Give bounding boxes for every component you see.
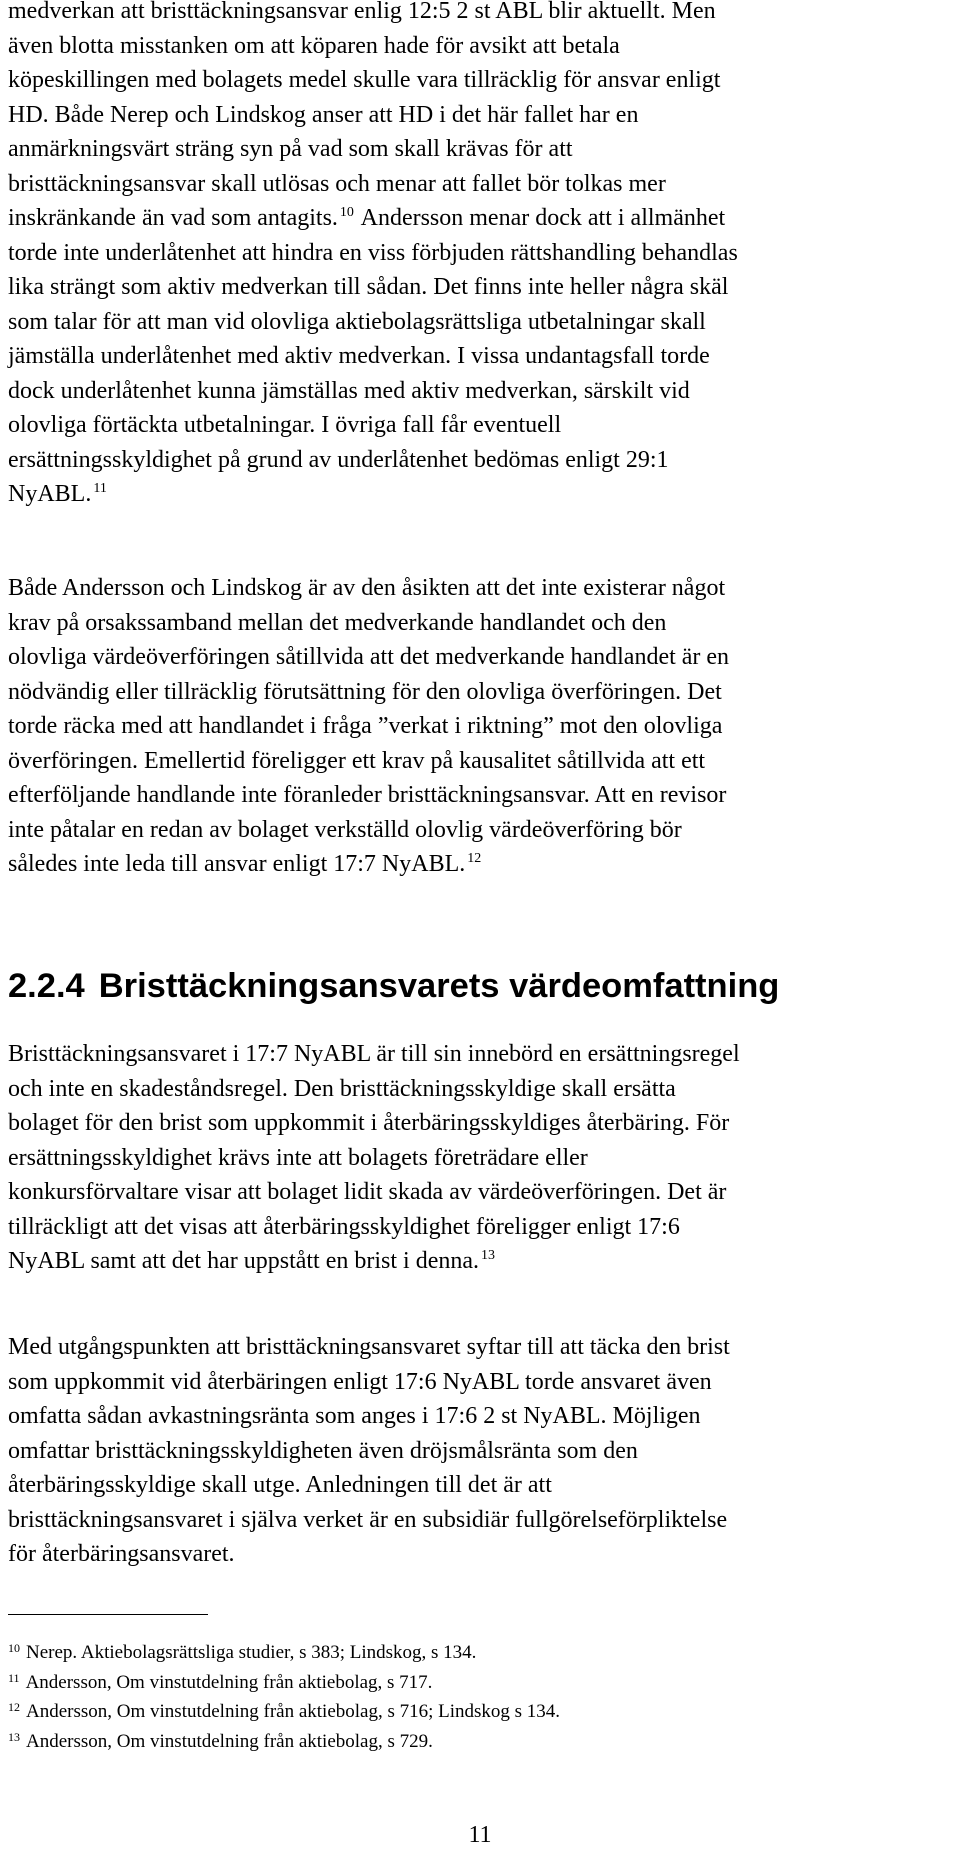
text-line: bolaget för den brist som uppkommit i återbäringsskyldiges återbäring. För [8,1110,730,1136]
text-line: dock underlåtenhet kunna jämställas med aktiv medverkan, särskilt vid [8,377,690,404]
footnote-text: Andersson, Om vinstutdelning från aktiebolag, s 729. [26,1730,433,1752]
text-line: olovliga värdeöverföringen såtillvida att det medverkande handlandet är en [8,644,730,670]
text-line [8,1244,960,1279]
text-segment: inskränkande än vad som antagits. [8,205,338,231]
footnote-reference[interactable]: 13 [481,1248,496,1263]
text-line: jämställa underlåtenhet med aktiv medverkan. I vissa undantagsfall torde [8,343,710,369]
text-segment: NyABL. [8,481,92,507]
text-line: bristtäckningsansvaret i själva verket är en subsidiär fullgörelseförpliktelse [8,1506,728,1533]
footnote-text: Andersson, Om vinstutdelning från aktiebolag, s 717. [25,1671,433,1693]
footnote [8,1727,960,1757]
footnote-number: 11 [8,1670,20,1685]
text-line: inte påtalar en redan av bolaget verkställd olovlig värdeöverföring bör [8,816,682,843]
text-line: HD. Både Nerep och Lindskog anser att HD i det här fallet har en [8,101,639,128]
footnote [8,1697,960,1727]
paragraph-2 [8,571,960,882]
text-line [8,201,960,236]
footnote-text: Nerep. Aktiebolagsrättsliga studier, s 383; Lindskog, s 134. [26,1642,477,1663]
text-line: nödvändig eller tillräcklig förutsättning för den olovliga överföringen. Det [8,678,722,705]
text-line: krav på orsakssamband mellan det medverkande handlandet och den [8,609,667,636]
footnote [8,1668,960,1698]
footnote-text: Andersson, Om vinstutdelning från aktiebolag, s 716; Lindskog s 134. [26,1701,561,1722]
footnote-reference[interactable]: 10 [339,205,354,220]
text-line: köpeskillingen med bolagets medel skulle vara tillräcklig för ansvar enligt [8,67,721,93]
page-number: 11 [468,1822,492,1848]
text-line: bristtäckningsansvar skall utlösas och menar att fallet bör tolkas mer [8,170,666,197]
text-line: ersättningsskyldighet på grund av underlåtenhet bedömas enligt 29:1 [8,446,669,473]
text-line [8,847,960,882]
text-line [8,477,960,512]
section-number: 2.2.4 [8,967,85,1005]
footnotes [8,1638,960,1756]
text-line: och inte en skadeståndsregel. Den bristtäckningsskyldige skall ersätta [8,1075,676,1102]
footnote-reference[interactable]: 12 [467,851,482,866]
footnote [8,1638,960,1668]
text-line: Bristtäckningsansvaret i 17:7 NyABL är till sin innebörd en ersättningsregel [8,1041,740,1067]
text-line: olovliga förtäckta utbetalningar. I övriga fall får eventuell [8,412,562,438]
text-line: tillräckligt att det visas att återbäringsskyldighet föreligger enligt 17:6 [8,1213,680,1240]
text-line: torde räcka med att handlandet i fråga ”verkat i riktning” mot den olovliga [8,713,723,739]
text-line: ersättningsskyldighet krävs inte att bolagets företrädare eller [8,1144,588,1171]
text-line: Både Andersson och Lindskog är av den åsikten att det inte existerar något [8,575,726,601]
text-line: återbäringsskyldige skall utge. Anledningen till det är att [8,1472,552,1498]
text-segment: således inte leda till ansvar enligt 17:7 NyABL. [8,851,466,877]
paragraph-4 [8,1330,960,1572]
text-line: även blotta misstanken om att köparen hade för avsikt att betala [8,32,620,59]
text-line: omfattar bristtäckningsskyldigheten även dröjsmålsränta som den [8,1437,638,1464]
text-line: lika strängt som aktiv medverkan till sådan. Det finns inte heller några skäl [8,274,729,300]
section-title: Bristtäckningsansvarets värdeomfattning [98,967,780,1005]
footnote-separator [8,1614,208,1615]
paragraph-3 [8,1037,960,1279]
text-line: konkursförvaltare visar att bolaget lidit skada av värdeöverföringen. Det är [8,1179,727,1205]
section-heading [8,966,779,1006]
text-line: omfatta sådan avkastningsränta som anges i 17:6 2 st NyABL. Möjligen [8,1403,701,1429]
text-line: anmärkningsvärt sträng syn på vad som skall krävas för att [8,136,573,162]
text-line: torde inte underlåtenhet att hindra en viss förbjuden rättshandling behandlas [8,239,738,266]
text-line: som talar för att man vid olovliga aktiebolagsrättsliga utbetalningar skall [8,308,706,335]
text-line: Med utgångspunkten att bristtäckningsansvaret syftar till att täcka den brist [8,1334,730,1360]
text-line: som uppkommit vid återbäringen enligt 17:6 NyABL torde ansvaret även [8,1368,712,1395]
text-line: överföringen. Emellertid föreligger ett krav på kausalitet såtillvida att ett [8,747,706,774]
footnote-reference[interactable]: 11 [93,481,107,496]
text-line: för återbäringsansvaret. [8,1541,235,1567]
text-line: medverkan att bristtäckningsansvar enlig 12:5 2 st ABL blir aktuellt. Men [8,0,716,24]
paragraph-1 [8,0,960,512]
footnote-number: 12 [8,1700,20,1714]
text-line: efterföljande handlande inte föranleder bristtäckningsansvar. Att en revisor [8,782,727,808]
footnote-number: 13 [8,1729,20,1744]
text-segment: NyABL samt att det har uppstått en brist i denna. [8,1248,480,1274]
text-segment: Andersson menar dock att i allmänhet [360,205,726,231]
footnote-number: 10 [8,1641,20,1655]
